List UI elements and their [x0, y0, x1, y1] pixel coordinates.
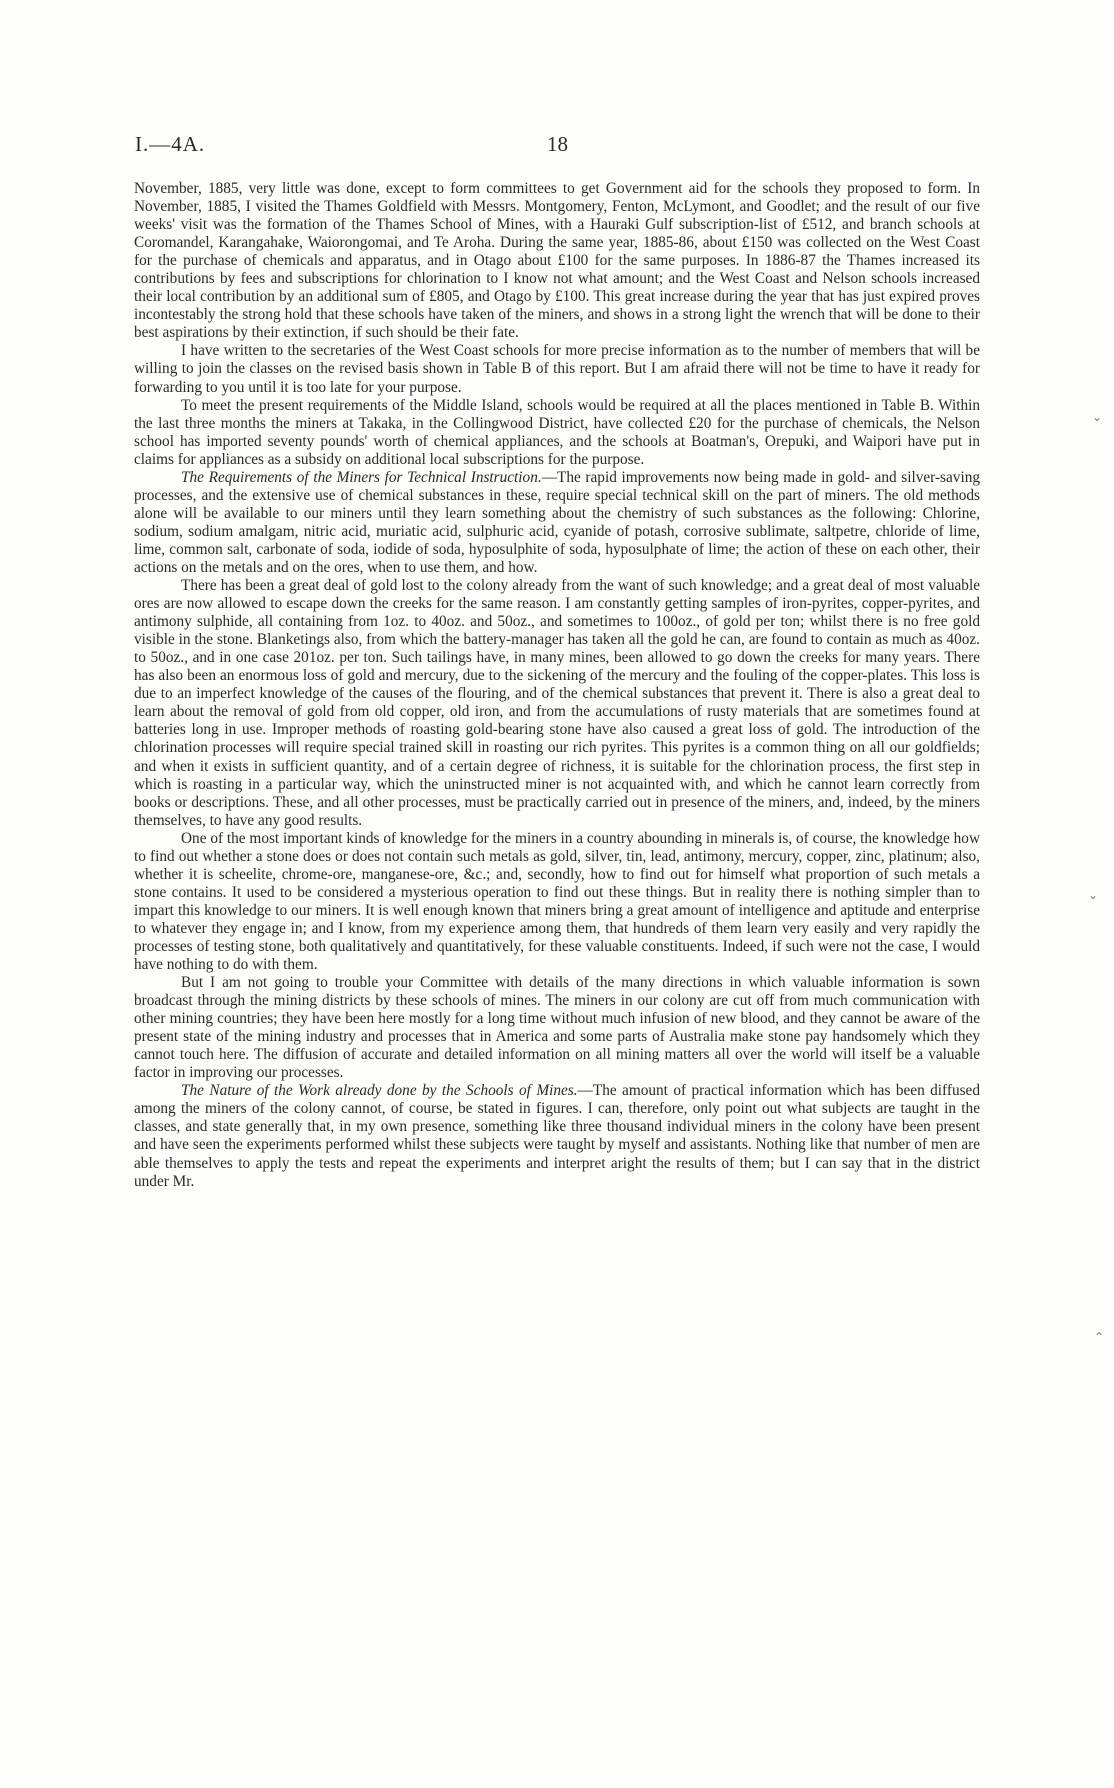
margin-mark: ⌄ [1088, 888, 1099, 902]
section-heading: The Nature of the Work already done by the Schools of Mines. [181, 1082, 578, 1100]
document-id: I.—4A. [135, 132, 206, 156]
page-number: 18 [547, 132, 568, 156]
paragraph-text: But I am not going to trouble your Committee with details of the many directions in which valuable information is sown broadcast through the mining districts by these schools of mines. The miners in our colony are cut off from much communication with other mining countries; they have been here mostly for a long time without much infusion of new blood, and they cannot be aware of the present state of the mining industry and processes that in America and some parts of Australia make stone pay handsomely which they cannot touch here. The diffusion of accurate and detailed information on all mining matters all over the world will itself be a valuable factor in improving our processes. [134, 974, 980, 1082]
paragraph [134, 342, 980, 396]
section-heading: The Requirements of the Miners for Technical Instruction. [181, 468, 542, 486]
margin-mark: ⌄ [1092, 410, 1103, 424]
paragraph-text: —The amount of practical information which has been diffused among the miners of the colony cannot, of course, be stated in figures. I can, therefore, only point out what subjects are taught in the classes, and state generally that, in my own presence, something like three thousand individual miners in the colony have been present and have seen the experiments performed whilst these subjects were taught by myself and assistants. Nothing like that number of men are able themselves to apply the tests and repeat the experiments and interpret aright the results of them; but I can say that in the district under Mr. [134, 1082, 980, 1190]
margin-mark: ⌃ [1094, 1330, 1105, 1344]
paragraph [134, 830, 980, 974]
paragraph [134, 577, 980, 830]
page-header [135, 132, 980, 156]
paragraph [134, 974, 980, 1082]
paragraph-text: To meet the present requirements of the Middle Island, schools would be required at all the places mentioned in Table B. Within the last three months the miners at Takaka, in the Collingwood District, have collected £20 for the purchase of chemicals, the Nelson school has imported seventy pounds' worth of chemical appliances, and the schools at Boatman's, Orepuki, and Waipori have put in claims for appliances as a subsidy on additional local subscriptions for the purpose. [134, 396, 980, 468]
paragraph-text: —The rapid improvements now being made in gold- and silver-saving processes, and the extensive use of chemical substances in these, require special technical skill on the part of miners. The old methods alone will be available to our miners until they learn something about the chemistry of such substances as the following: Chlorine, sodium, sodium amalgam, nitric acid, muriatic acid, sulphuric acid, cyanide of potash, corrosive sublimate, saltpetre, chloride of lime, lime, common salt, carbonate of soda, iodide of soda, hyposulphite of soda, hyposulphate of lime; the action of these on each other, their actions on the metals and on the ores, when to use them, and how. [134, 468, 980, 576]
paragraph-text: There has been a great deal of gold lost to the colony already from the want of such knowledge; and a great deal of most valuable ores are now allowed to escape down the creeks for the same reason. I am constantly getting samples of iron-pyrites, copper-pyrites, and antimony sulphide, all containing from 1oz. to 40oz. and 50oz., and sometimes to 100oz., of gold per ton; whilst there is no free gold visible in the stone. Blanketings also, from which the battery-manager has taken all the gold he can, are found to contain as much as 40oz. to 50oz., and in one case 201oz. per ton. Such tailings have, in many mines, been allowed to go down the creeks for many years. There has also been an enormous loss of gold and mercury, due to the sickening of the mercury and the fouling of the copper-plates. This loss is due to an imperfect knowledge of the causes of the flouring, and of the chemical substances that prevent it. There is also a great deal to learn about the removal of gold from old copper, old iron, and from the accumulations of rusty materials that are sometimes found at batteries long in use. Improper methods of roasting gold-bearing stone have also caused a great loss of gold. The introduction of the chlorination processes will require special trained skill in roasting our rich pyrites. This pyrites is a common thing on all our goldfields; and when it exists in sufficient quantity, and of a certain degree of richness, it is suitable for the chlorination process, the first step in which is roasting in a particular way, which the uninstructed miner is not acquainted with, and which he cannot learn correctly from books or descriptions. These, and all other processes, must be practically carried out in presence of the miners, and, indeed, by the miners themselves, to have any good results. [134, 577, 980, 829]
paragraph-text: One of the most important kinds of knowledge for the miners in a country abounding in minerals is, of course, the knowledge how to find out whether a stone does or does not contain such metals as gold, silver, tin, lead, antimony, mercury, copper, zinc, platinum; also, whether it is scheelite, chrome-ore, manganese-ore, &c.; and, secondly, how to find out for himself what proportion of such metals a stone contains. It used to be considered a mysterious operation to find out these things. But in reality there is nothing simpler than to impart this knowledge to our miners. It is well enough known that miners bring a great amount of intelligence and aptitude and enterprise to whatever they engage in; and I know, from my experience among them, that hundreds of them learn very easily and very rapidly the processes of testing stone, both qualitatively and quantitatively, for these valuable constituents. Indeed, if such were not the case, I would have nothing to do with them. [134, 829, 980, 974]
paragraph [134, 397, 980, 469]
paragraph [134, 180, 980, 342]
paragraph [134, 1082, 980, 1190]
body-text [134, 180, 980, 1191]
paragraph [134, 469, 980, 577]
paragraph-text: I have written to the secretaries of the West Coast schools for more precise information as to the number of members that will be willing to join the classes on the revised basis shown in Table B of this report. But I am afraid there will not be time to have it ready for forwarding to you until it is too late for your purpose. [134, 342, 980, 396]
paragraph-text: November, 1885, very little was done, except to form committees to get Government aid for the schools they proposed to form. In November, 1885, I visited the Thames Goldfield with Messrs. Montgomery, Fenton, McLymont, and Goodlet; and the result of our five weeks' visit was the formation of the Thames School of Mines, with a Hauraki Gulf subscription-list of £512, and branch schools at Coromandel, Karangahake, Waiorongomai, and Te Aroha. During the same year, 1885-86, about £150 was collected on the West Coast for the purchase of chemicals and apparatus, and in Otago about £100 for the same purposes. In 1886-87 the Thames increased its contributions by fees and subscriptions for chlorination to I know not what amount; and the West Coast and Nelson schools increased their local contribution by an additional sum of £805, and Otago by £100. This great increase during the year that has just expired proves incontestably the strong hold that these schools have taken of the miners, and shows in a strong light the wrench that will be done to their best aspirations by their extinction, if such should be their fate. [134, 180, 980, 342]
